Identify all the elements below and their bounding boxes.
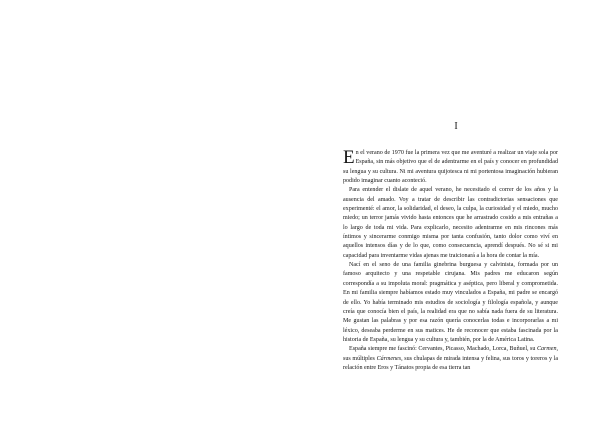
paragraph-4-seg-2: Carmen (537, 346, 557, 353)
right-page (300, 0, 600, 423)
paragraph-4-seg-3: , sus múltiples (343, 346, 558, 362)
chapter-number: I (454, 121, 458, 132)
body-text (343, 149, 558, 373)
paragraph-1-text: n el verano de 1970 fue la primera vez que me aventuré a realizar un viaje sola por España, sin más objetivo que el de adentrarme en el país y conocer en profundidad su lengua y su cultura. Ni mi aventura quijotesca ni mi portentosa imaginación hubieran podido imaginar cuanto aconteció. (343, 150, 558, 185)
paragraph-4 (343, 345, 558, 373)
paragraph-2: Para entender el dislate de aquel verano, he necesitado el correr de los años y la ausencia del amado. Voy a tratar de describir las contradictorias sensaciones que experimenté: el amor, la solidaridad, el deseo, la culpa, la curiosidad y el miedo, mucho miedo; un terror jamás vivido hasta entonces que he arrastrado cosido a mis entrañas a lo largo de toda mi vida. Para explicarlo, necesito adentrarme en mis rincones más íntimos y sincerarme conmigo misma por tanta confusión, tanto dolor como viví en aquellos intensos días y de lo que, como consecuencia, aprendí después. No sé si mi capacidad para inventarme vidas ajenas me traicionará a la hora de contar la mía. (343, 187, 558, 259)
paragraph-4-seg-4: Cármenes (376, 355, 402, 362)
paragraph-1 (343, 149, 558, 186)
paragraph-4-seg-5: , sus chulapas de mirada intensa y felina, sus toros y toreros y la relación entre Eros y Tánatos propia de esa tierra tan (343, 355, 559, 371)
drop-cap: E (343, 147, 355, 168)
paragraph-4-seg-1: España siempre me fascinó: Cervantes, Picasso, Machado, Lorca, Buñuel, su (349, 346, 537, 353)
paragraph-3: Nací en el seno de una familia ginebrina burguesa y calvinista, formada por un famoso arquitecto y una respetable cirujana. Mis padres me educaron según correspondía a su impoluta moral: pragmática y aséptica, pero liberal y comprometida. En mi familia siempre habíamos estado muy vinculados a España, mi padre se encargó de ello. Yo había terminado mis estudios de sociología y filología española, y aunque creía que conocía bien el país, la realidad era que no sabía nada fuera de su literatura. Me gustan las palabras y por esa razón quería conocerlas todas e incorporarlas a mi léxico, deseaba perderme en sus matices. He de reconocer que estaba fascinada por la historia de España, su lengua y su cultura y, también, por la de América Latina. (343, 262, 558, 343)
